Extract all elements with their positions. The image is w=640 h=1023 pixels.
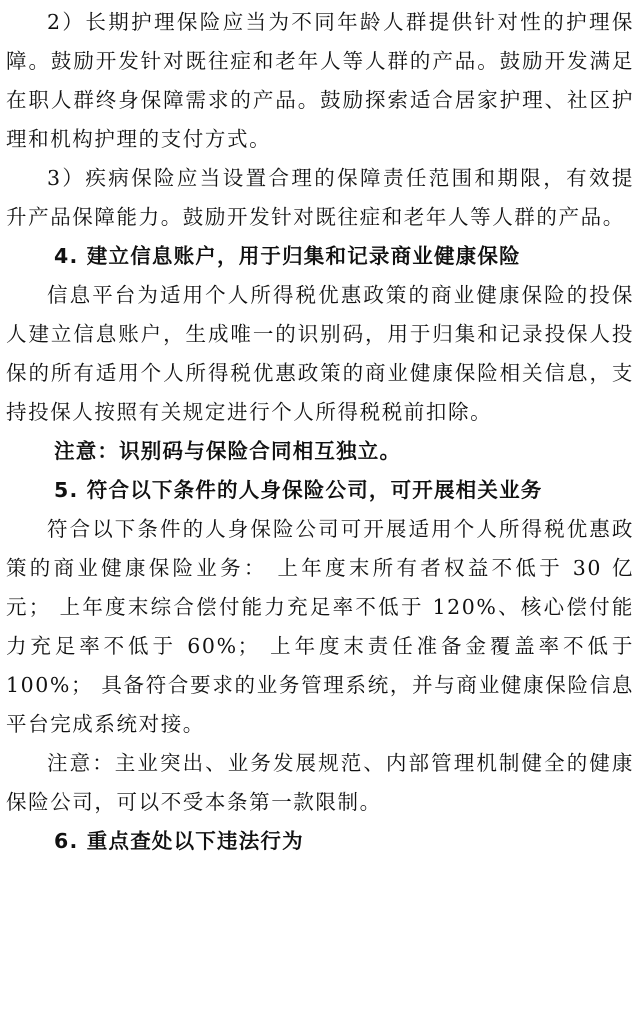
note-identification-code: 注意：识别码与保险合同相互独立。 xyxy=(54,439,402,463)
paragraph-disease-insurance: 3）疾病保险应当设置合理的保障责任范围和期限，有效提升产品保障能力。鼓励开发针对既往症和老年人等人群的产品。 xyxy=(6,166,634,229)
section-heading-5: 5. 符合以下条件的人身保险公司，可开展相关业务 xyxy=(54,478,543,502)
paragraph-exemption-note: 注意：主业突出、业务发展规范、内部管理机制健全的健康保险公司，可以不受本条第一款限制。 xyxy=(6,751,634,814)
section-heading-6: 6. 重点查处以下违法行为 xyxy=(54,829,304,853)
paragraph-company-conditions: 符合以下条件的人身保险公司可开展适用个人所得税优惠政策的商业健康保险业务： 上年度末所有者权益不低于 30 亿元； 上年度末综合偿付能力充足率不低于 120%、核心偿付能力充足率不低于 60%； 上年度末责任准备金覆盖率不低于 100%； 具备符合要求的业务管理系统，并与商业健康保险信息平台完成系统对接。 xyxy=(6,517,634,736)
paragraph-long-term-care: 2）长期护理保险应当为不同年龄人群提供针对性的护理保障。鼓励开发针对既往症和老年人等人群的产品。鼓励开发满足在职人群终身保障需求的产品。鼓励探索适合居家护理、社区护理和机构护理的支付方式。 xyxy=(6,10,634,151)
paragraph-info-account: 信息平台为适用个人所得税优惠政策的商业健康保险的投保人建立信息账户，生成唯一的识别码，用于归集和记录投保人投保的所有适用个人所得税优惠政策的商业健康保险相关信息，支持投保人按照有关规定进行个人所得税税前扣除。 xyxy=(6,283,634,424)
section-heading-4: 4. 建立信息账户，用于归集和记录商业健康保险 xyxy=(54,244,521,268)
